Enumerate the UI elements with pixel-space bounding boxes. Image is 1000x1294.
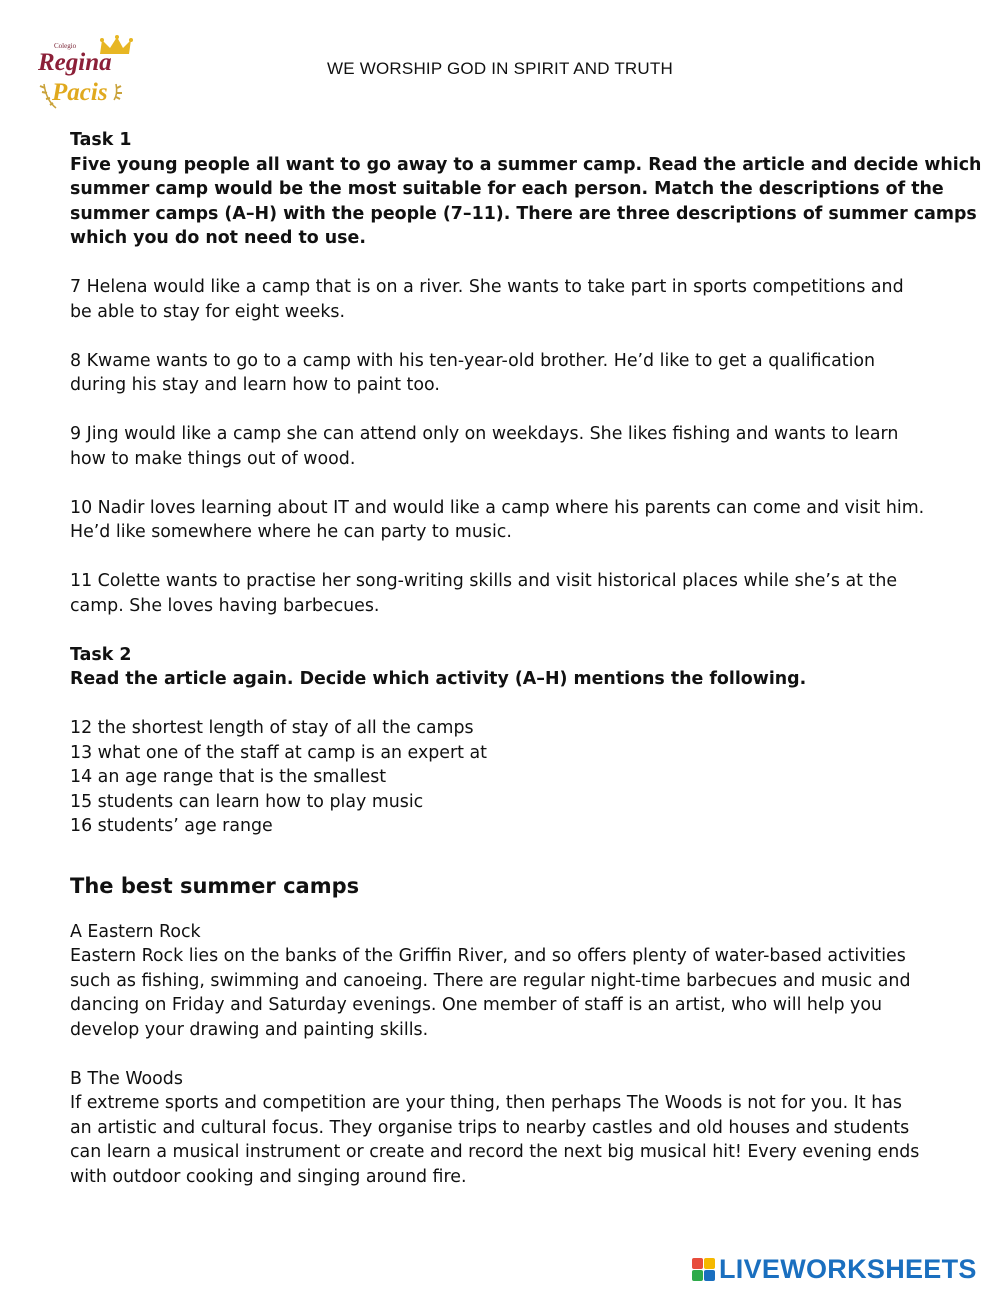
logo-tile bbox=[704, 1258, 715, 1269]
person-11-line: 11 Colette wants to practise her song-writing skills and visit historical places while she’s at the bbox=[70, 571, 898, 591]
task1-instruction-line: summer camps (A–H) with the people (7–11). There are three descriptions of summer camps bbox=[70, 203, 977, 224]
camp-b-text-line: can learn a musical instrument or create and record the next big musical hit! Every evening ends bbox=[70, 1142, 920, 1162]
task2-item: 12 the shortest length of stay of all the camps bbox=[70, 718, 474, 738]
task2-item: 14 an age range that is the smallest bbox=[70, 767, 387, 787]
worksheet-content bbox=[70, 128, 982, 1189]
task2-item: 15 students can learn how to play music bbox=[70, 791, 424, 812]
person-7-line: be able to stay for eight weeks. bbox=[70, 301, 346, 322]
camp-b-text-line: an artistic and cultural focus. They organise trips to nearby castles and old houses and students bbox=[70, 1117, 910, 1138]
task1-title: Task 1 bbox=[70, 130, 132, 150]
svg-text:Regina: Regina bbox=[38, 49, 112, 76]
person-10-line: He’d like somewhere where he can party to music. bbox=[70, 522, 512, 542]
logo-tile bbox=[692, 1270, 703, 1281]
task2-item: 16 students’ age range bbox=[70, 816, 273, 836]
school-motto: WE WORSHIP GOD IN SPIRIT AND TRUTH bbox=[327, 59, 673, 78]
article-title: The best summer camps bbox=[70, 873, 360, 898]
camp-b-text-line: with outdoor cooking and singing around fire. bbox=[70, 1166, 467, 1187]
svg-text:Colegio: Colegio bbox=[54, 42, 77, 50]
task2-instructions: Read the article again. Decide which activity (A–H) mentions the following. bbox=[70, 669, 807, 689]
task1-instruction-line: which you do not need to use. bbox=[70, 228, 366, 248]
person-11-line: camp. She loves having barbecues. bbox=[70, 595, 380, 616]
camp-b-text-line: If extreme sports and competition are your thing, then perhaps The Woods is not for you. It has bbox=[70, 1093, 902, 1113]
camp-a-name: A Eastern Rock bbox=[70, 921, 201, 942]
camp-a-text-line: dancing on Friday and Saturday evenings. One member of staff is an artist, who will help you bbox=[70, 995, 883, 1015]
person-8-line: during his stay and learn how to paint too. bbox=[70, 375, 440, 395]
person-8-line: 8 Kwame wants to go to a camp with his ten-year-old brother. He’d like to get a qualification bbox=[70, 350, 876, 371]
task1-instruction-line: summer camp would be the most suitable for each person. Match the descriptions of the bbox=[70, 179, 944, 199]
person-9-line: how to make things out of wood. bbox=[70, 448, 356, 469]
camp-a-text-line: such as fishing, swimming and canoeing. There are regular night-time barbecues and music and bbox=[70, 970, 911, 991]
camp-a-text-line: Eastern Rock lies on the banks of the Griffin River, and so offers plenty of water-based activities bbox=[70, 946, 906, 966]
liveworksheets-logo-icon bbox=[692, 1258, 715, 1281]
logo-tile bbox=[692, 1258, 703, 1269]
svg-text:Pacis: Pacis bbox=[52, 79, 108, 106]
task1-instruction-line: Five young people all want to go away to a summer camp. Read the article and decide which bbox=[70, 154, 982, 175]
liveworksheets-wordmark: LIVEWORKSHEETS bbox=[719, 1253, 977, 1284]
person-9-line: 9 Jing would like a camp she can attend only on weekdays. She likes fishing and wants to learn bbox=[70, 424, 899, 444]
person-10-line: 10 Nadir loves learning about IT and would like a camp where his parents can come and visit him. bbox=[70, 497, 925, 518]
task2-item: 13 what one of the staff at camp is an expert at bbox=[70, 742, 487, 763]
task2-title: Task 2 bbox=[70, 644, 132, 665]
camp-b-name: B The Woods bbox=[70, 1068, 183, 1089]
camp-a-text-line: develop your drawing and painting skills. bbox=[70, 1019, 429, 1040]
logo-tile bbox=[704, 1270, 715, 1281]
liveworksheets-brand[interactable] bbox=[692, 1254, 977, 1284]
person-7-line: 7 Helena would like a camp that is on a river. She wants to take part in sports competitions and bbox=[70, 277, 904, 297]
